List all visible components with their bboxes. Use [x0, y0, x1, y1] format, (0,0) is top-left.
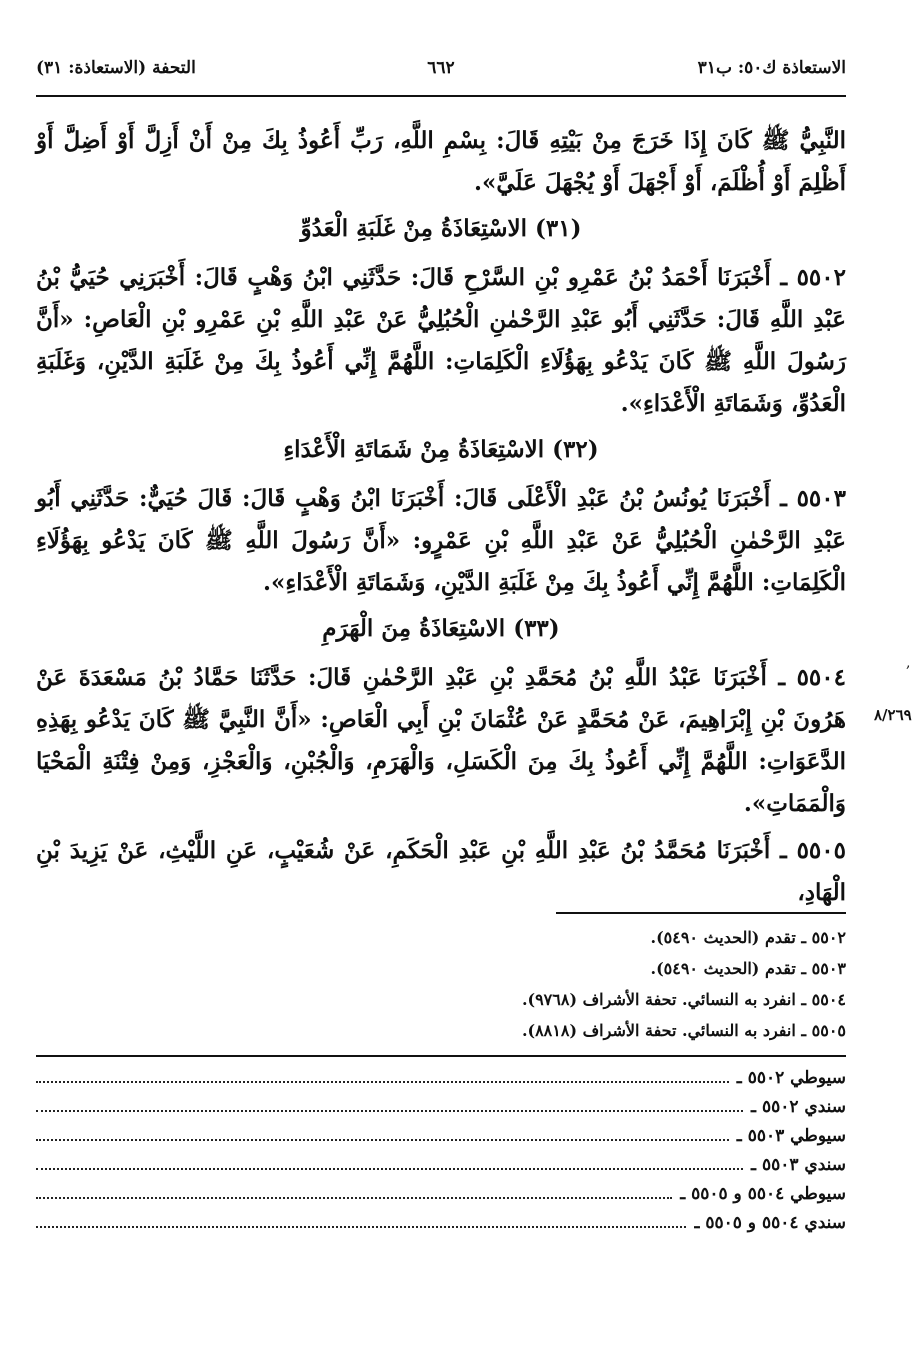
margin-volume-page-ref: ٨/٢٦٩: [874, 706, 912, 724]
commentary-ref-row: [36, 1213, 846, 1242]
commentary-references: [36, 1068, 846, 1242]
hadith-5504: ٥٥٠٤ ـ أَخْبَرَنَا عَبْدُ اللَّهِ بْنُ مُحَمَّدِ بْنِ عَبْدِ الرَّحْمٰنِ قَالَ: حَدَّثَنَا حَمَّادُ بْنُ مَسْعَدَةَ عَنْ هَرُونَ بْنِ إِبْرَاهِيمَ، عَنْ مُحَمَّدٍ عَنْ عُثْمَانَ بْنِ أَبِي الْعَاصِ: «أَنَّ النَّبِيَّ ﷺ كَانَ يَدْعُو بِهَذِهِ الدَّعَوَاتِ: اللَّهُمَّ إِنِّي أَعُوذُ بِكَ مِنَ الْكَسَلِ، وَالْهَرَمِ، وَالْجُبْنِ، وَالْعَجْزِ، وَمِنْ فِتْنَةِ الْمَحْيَا وَالْمَمَاتِ».: [36, 664, 846, 817]
page-number: ٦٦٢: [427, 58, 455, 78]
commentary-ref-label: سيوطي ٥٥٠٤ و ٥٥٠٥ ـ: [680, 1184, 846, 1204]
dotted-leader: [36, 1197, 672, 1199]
footnotes: [36, 922, 846, 1046]
commentary-ref-label: سيوطي ٥٥٠٢ ـ: [736, 1068, 846, 1088]
dotted-leader: [36, 1081, 729, 1083]
footnote-5504: ٥٥٠٤ ـ انفرد به النسائي. تحفة الأشراف (٩٧٦٨).: [521, 990, 846, 1009]
hadith-5502: ٥٥٠٢ ـ أَخْبَرَنَا أَحْمَدُ بْنُ عَمْرِو بْنِ السَّرْحِ قَالَ: حَدَّثَنِي ابْنُ وَهْبٍ قَالَ: أَخْبَرَنِي حُيَيُّ بْنُ عَبْدِ اللَّهِ قَالَ: حَدَّثَنِي أَبُو عَبْدِ الرَّحْمٰنِ الْحُبُلِيُّ عَنْ عَبْدِ اللَّهِ بْنِ عَمْرِو بْنِ الْعَاصِ: «أَنَّ رَسُولَ اللَّهِ ﷺ كَانَ يَدْعُو بِهَؤُلَاءِ الْكَلِمَاتِ: اللَّهُمَّ إِنِّي أَعُوذُ بِكَ مِنْ غَلَبَةِ الدَّيْنِ، وَغَلَبَةِ الْعَدُوِّ، وَشَمَاتَةِ الْأَعْدَاءِ».: [36, 264, 846, 417]
commentary-ref-row: [36, 1155, 846, 1184]
dotted-leader: [36, 1139, 729, 1141]
hadith-5503: ٥٥٠٣ ـ أَخْبَرَنَا يُونُسُ بْنُ عَبْدِ الْأَعْلَى قَالَ: أَخْبَرَنَا ابْنُ وَهْبٍ قَالَ: قَالَ حُيَيٌّ: حَدَّثَنِي أَبُو عَبْدِ الرَّحْمٰنِ الْحُبُلِيُّ عَنْ عَبْدِ اللَّهِ بْنِ عَمْرٍو: «أَنَّ رَسُولَ اللَّهِ ﷺ كَانَ يَدْعُو بِهَؤُلَاءِ الْكَلِمَاتِ: اللَّهُمَّ إِنِّي أَعُوذُ بِكَ مِنْ غَلَبَةِ الدَّيْنِ، وَشَمَاتَةِ الْأَعْدَاءِ».: [36, 485, 846, 596]
section-heading-33: (٣٣) الاسْتِعَاذَةُ مِنَ الْهَرَمِ: [322, 615, 560, 642]
dotted-leader: [36, 1110, 743, 1112]
dotted-leader: [36, 1168, 743, 1170]
commentary-ref-label: سندي ٥٥٠٢ ـ: [751, 1097, 846, 1117]
commentary-ref-row: [36, 1068, 846, 1097]
footnote-5503: ٥٥٠٣ ـ تقدم (الحديث ٥٤٩٠).: [650, 959, 846, 978]
section-heading-31: (٣١) الاسْتِعَاذَةُ مِنْ غَلَبَةِ الْعَدُوِّ: [300, 215, 582, 242]
commentary-ref-row: [36, 1126, 846, 1155]
footnote-5502: ٥٥٠٢ ـ تقدم (الحديث ٥٤٩٠).: [650, 928, 846, 947]
running-header: [36, 58, 846, 86]
commentary-ref-row: [36, 1184, 846, 1213]
header-rule: [36, 95, 846, 97]
continued-hadith: النَّبِيُّ ﷺ كَانَ إِذَا خَرَجَ مِنْ بَيْتِهِ قَالَ: بِسْمِ اللَّهِ، رَبِّ أَعُوذُ بِكَ مِنْ أَنْ أَزِلَّ أَوْ أَضِلَّ أَوْ أَظْلِمَ أَوْ أُظْلَمَ، أَوْ أَجْهَلَ أَوْ يُجْهَلَ عَلَيَّ».: [36, 127, 846, 196]
hadith-5505: ٥٥٠٥ ـ أَخْبَرَنَا مُحَمَّدُ بْنُ عَبْدِ اللَّهِ بْنِ عَبْدِ الْحَكَمِ، عَنْ شُعَيْبٍ، عَنِ اللَّيْثِ، عَنْ يَزِيدَ بْنِ الْهَادِ،: [36, 837, 846, 906]
commentary-ref-label: سندي ٥٥٠٤ و ٥٥٠٥ ـ: [694, 1213, 846, 1233]
commentary-rule: [36, 1055, 846, 1057]
section-heading-32: (٣٢) الاسْتِعَاذَةُ مِنْ شَمَاتَةِ الْأَعْدَاءِ: [283, 436, 599, 463]
commentary-ref-row: [36, 1097, 846, 1126]
footnote-5505: ٥٥٠٥ ـ انفرد به النسائي. تحفة الأشراف (٨٨١٨).: [521, 1021, 846, 1040]
header-chapter-ref: الاستعاذة ك٥٠: ب٣١: [697, 58, 846, 78]
header-tuhfa-ref: التحفة (الاستعاذة: ٣١): [36, 58, 196, 78]
commentary-ref-label: سندي ٥٥٠٣ ـ: [751, 1155, 846, 1175]
margin-mark: ,: [906, 655, 911, 671]
footnote-rule: [556, 912, 846, 914]
commentary-ref-label: سيوطي ٥٥٠٣ ـ: [736, 1126, 846, 1146]
dotted-leader: [36, 1226, 686, 1228]
main-text: [36, 120, 846, 919]
